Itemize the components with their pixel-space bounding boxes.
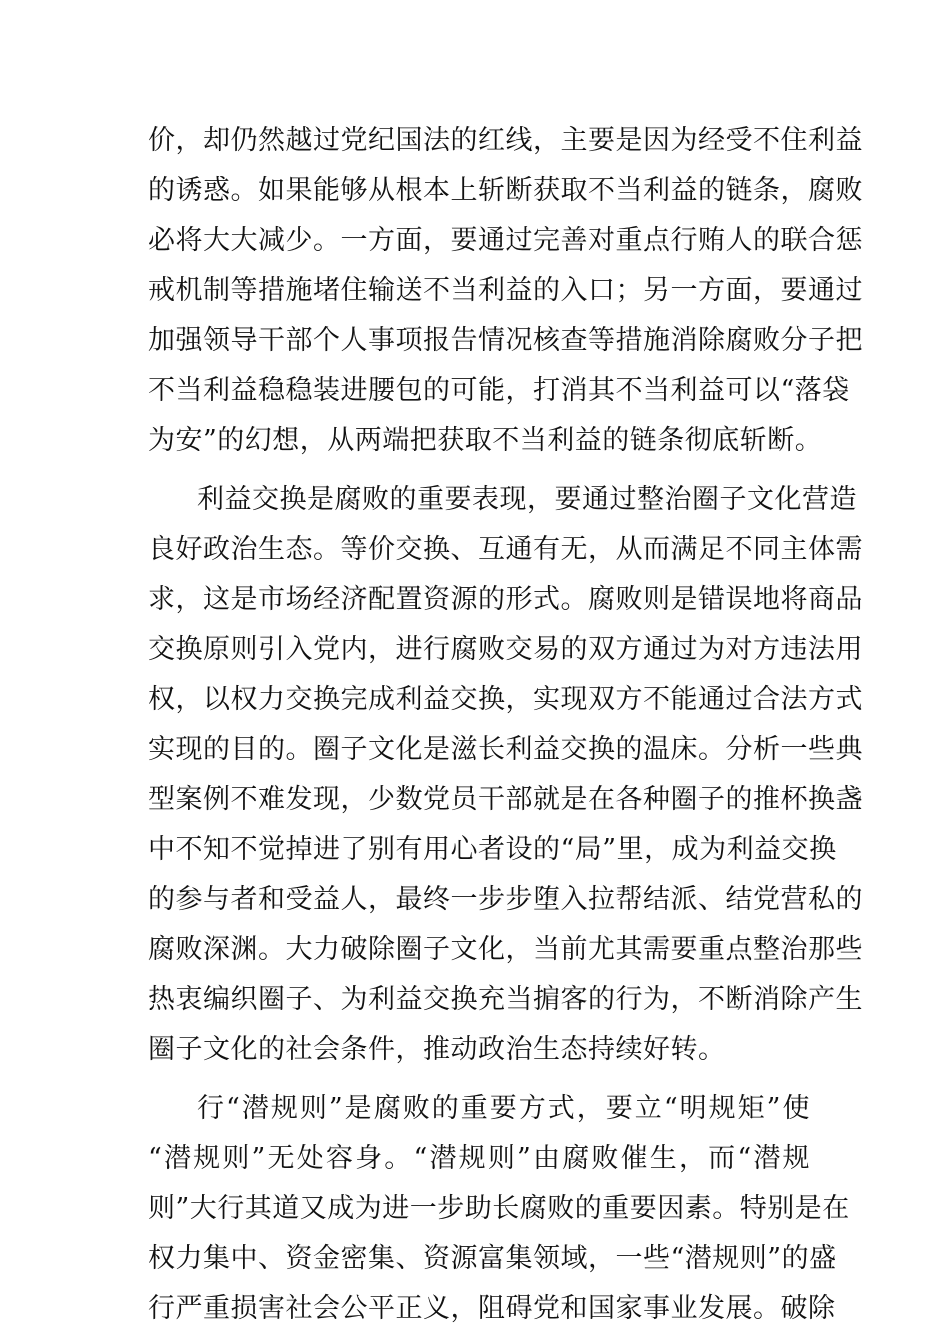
text-line: 戒机制等措施堵住输送不当利益的入口；另一方面，要通过: [148, 275, 863, 306]
text-line: 腐败深渊。大力破除圈子文化，当前尤其需要重点整治那些: [148, 934, 863, 965]
text-line: 则”大行其道又成为进一步助长腐败的重要因素。特别是在: [148, 1193, 850, 1224]
paragraph-spacer: [148, 466, 810, 475]
text-line: 中不知不觉掉进了别有用心者设的“局”里，成为利益交换: [148, 834, 837, 865]
text-line: 的诱惑。如果能够从根本上斩断获取不当利益的链条，腐败: [148, 175, 863, 206]
text-line: 行严重损害社会公平正义，阻碍党和国家事业发展。破除: [148, 1293, 836, 1324]
body-text: [148, 116, 863, 1334]
text-line: 的参与者和受益人，最终一步步堕入拉帮结派、结党营私的: [148, 884, 863, 915]
paragraph-spacer: [148, 1075, 810, 1084]
text-line: 圈子文化的社会条件，推动政治生态持续好转。: [148, 1034, 726, 1065]
text-line: 行“潜规则”是腐败的重要方式，要立“明规矩”使: [197, 1093, 810, 1124]
text-line: 交换原则引入党内，进行腐败交易的双方通过为对方违法用: [148, 634, 863, 665]
text-line: 权力集中、资金密集、资源富集领域，一些“潜规则”的盛: [148, 1243, 837, 1274]
paragraph-1: [148, 116, 863, 466]
text-line: 利益交换是腐败的重要表现，要通过整治圈子文化营造: [197, 484, 857, 515]
paragraph-2: [148, 475, 863, 1075]
text-line: 型案例不难发现，少数党员干部就是在各种圈子的推杯换盏: [148, 784, 863, 815]
text-line: 求，这是市场经济配置资源的形式。腐败则是错误地将商品: [148, 584, 863, 615]
text-line: 为安”的幻想，从两端把获取不当利益的链条彻底斩断。: [148, 425, 823, 456]
text-line: 必将大大减少。一方面，要通过完善对重点行贿人的联合惩: [148, 225, 863, 256]
text-line: “潜规则”无处容身。“潜规则”由腐败催生，而“潜规: [148, 1143, 810, 1174]
text-line: 加强领导干部个人事项报告情况核查等措施消除腐败分子把: [148, 325, 863, 356]
text-line: 不当利益稳稳装进腰包的可能，打消其不当利益可以“落袋: [148, 375, 850, 406]
text-line: 良好政治生态。等价交换、互通有无，从而满足不同主体需: [148, 534, 863, 565]
text-line: 价，却仍然越过党纪国法的红线，主要是因为经受不住利益: [148, 125, 863, 156]
text-line: 实现的目的。圈子文化是滋长利益交换的温床。分析一些典: [148, 734, 863, 765]
text-line: 权，以权力交换完成利益交换，实现双方不能通过合法方式: [148, 684, 863, 715]
paragraph-3: [148, 1084, 850, 1334]
text-line: 热衷编织圈子、为利益交换充当掮客的行为，不断消除产生: [148, 984, 863, 1015]
